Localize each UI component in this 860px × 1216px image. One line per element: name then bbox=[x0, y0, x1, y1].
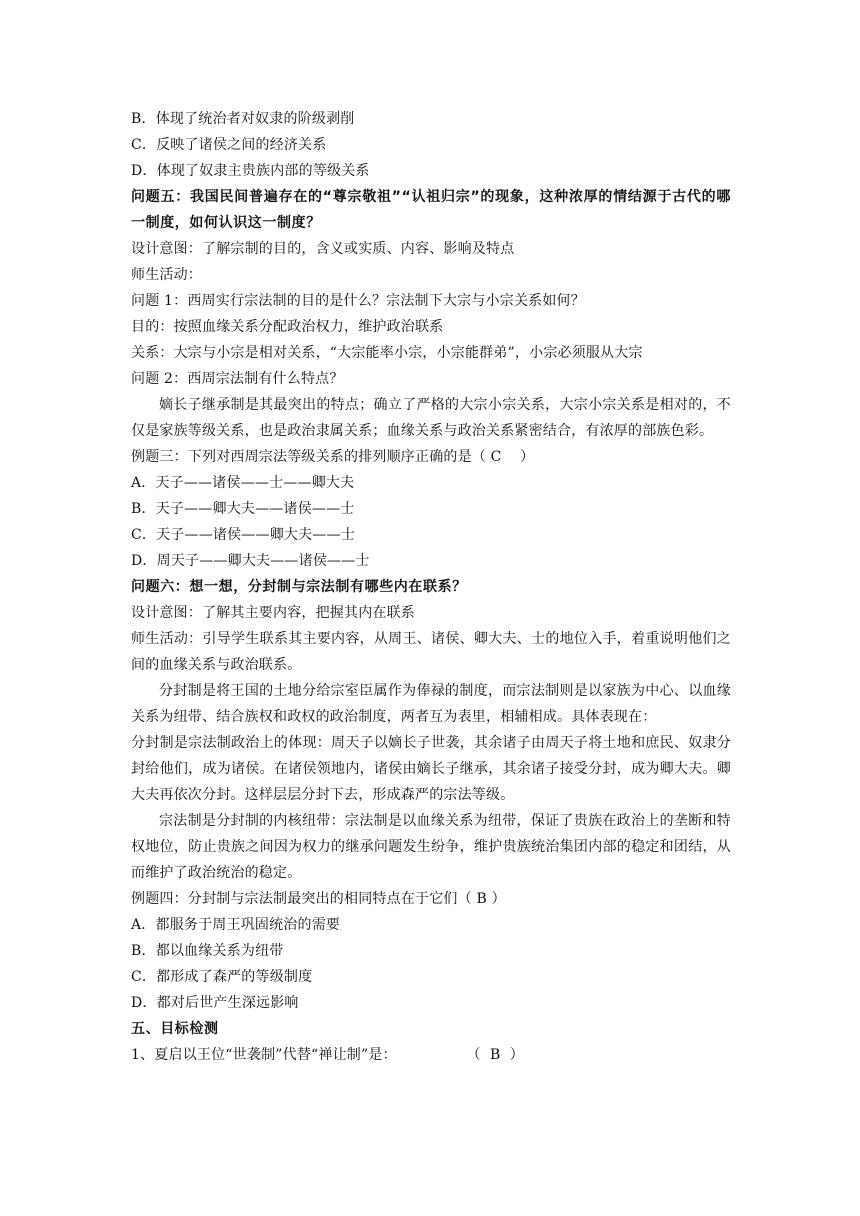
question-six-heading: 问题六：想一想，分封制与宗法制有哪些内在联系？ bbox=[131, 579, 467, 595]
example-four-option-d: D．都对后世产生深远影响 bbox=[131, 995, 299, 1011]
q6-paragraph-3: 宗法制是分封制的内核纽带：宗法制是以血缘关系为纽带，保证了贵族在政治上的垄断和特权地位，防止贵族之间因为权力的继承问题发生纷争，维护贵族统治集团内部的稳定和团结，从而维护了政治统治的稳定。 bbox=[131, 813, 731, 881]
question-five-heading: 问题五：我国民间普遍存在的“尊宗敬祖”“认祖归宗”的现象，这种浓厚的情结源于古代的哪一制度，如何认识这一制度？ bbox=[131, 189, 731, 231]
example-three-option-a: A．天子——诸侯——士——卿大夫 bbox=[131, 475, 355, 491]
q5-sub-question-2: 问题 2：西周宗法制有什么特点？ bbox=[131, 371, 344, 387]
section-five-heading: 五、目标检测 bbox=[131, 1021, 219, 1037]
example-four-option-b: B．都以血缘关系为纽带 bbox=[131, 943, 284, 959]
q5-features-paragraph: 嫡长子继承制是其最突出的特点；确立了严格的大宗小宗关系，大宗小宗关系是相对的，不仅是家族等级关系，也是政治隶属关系；血缘关系与政治关系紧密结合，有浓厚的部族色彩。 bbox=[131, 397, 731, 439]
example-four-option-a: A．都服务于周王巩固统治的需要 bbox=[131, 917, 341, 933]
example-three-option-c: C．天子——诸侯——卿大夫——士 bbox=[131, 527, 355, 543]
example-three-option-b: B．天子——卿大夫——诸侯——士 bbox=[131, 501, 355, 517]
q5-relation: 关系：大宗与小宗是相对关系，“大宗能率小宗，小宗能群弟”，小宗必须服从大宗 bbox=[131, 345, 643, 361]
example-four-stem: 例题四：分封制与宗法制最突出的相同特点在于它们（ B ） bbox=[131, 891, 506, 907]
q5-design-intent: 设计意图：了解宗制的目的，含义或实质、内容、影响及特点 bbox=[131, 241, 515, 257]
q5-purpose: 目的：按照血缘关系分配政治权力，维护政治联系 bbox=[131, 319, 444, 335]
option-c-line: C．反映了诸侯之间的经济关系 bbox=[131, 137, 327, 153]
example-three-stem: 例题三：下列对西周宗法等级关系的排列顺序正确的是（ C ） bbox=[131, 449, 535, 465]
q6-teacher-activity: 师生活动：引导学生联系其主要内容，从周王、诸侯、卿大夫、士的地位入手，着重说明他们之间的血缘关系与政治联系。 bbox=[131, 631, 731, 673]
option-b-line: B．体现了统治者对奴隶的阶级剥削 bbox=[131, 111, 355, 127]
example-four-option-c: C．都形成了森严的等级制度 bbox=[131, 969, 313, 985]
q6-design-intent: 设计意图：了解其主要内容，把握其内在联系 bbox=[131, 605, 415, 621]
q5-teacher-activity: 师生活动： bbox=[131, 267, 202, 283]
q5-sub-question-1: 问题 1：西周实行宗法制的目的是什么？宗法制下大宗与小宗关系如何？ bbox=[131, 293, 585, 309]
option-d-line: D．体现了奴隶主贵族内部的等级关系 bbox=[131, 163, 370, 179]
q6-paragraph-1: 分封制是将王国的土地分给宗室臣属作为俸禄的制度，而宗法制则是以家族为中心、以血缘关系为纽带、结合族权和政权的政治制度，两者互为表里，相辅相成。具体表现在： bbox=[131, 683, 731, 725]
example-three-option-d: D．周天子——卿大夫——诸侯——士 bbox=[131, 553, 370, 569]
test-question-1: 1、夏启以王位“世袭制”代替“禅让制”是： （ B ） bbox=[131, 1047, 524, 1063]
q6-paragraph-2: 分封制是宗法制政治上的体现：周天子以嫡长子世袭，其余诸子由周天子将土地和庶民、奴隶分封给他们，成为诸侯。在诸侯领地内，诸侯由嫡长子继承，其余诸子接受分封，成为卿大夫。卿大夫再依次分封。这样层层分封下去，形成森严的宗法等级。 bbox=[131, 735, 731, 803]
document-body bbox=[131, 106, 731, 1068]
